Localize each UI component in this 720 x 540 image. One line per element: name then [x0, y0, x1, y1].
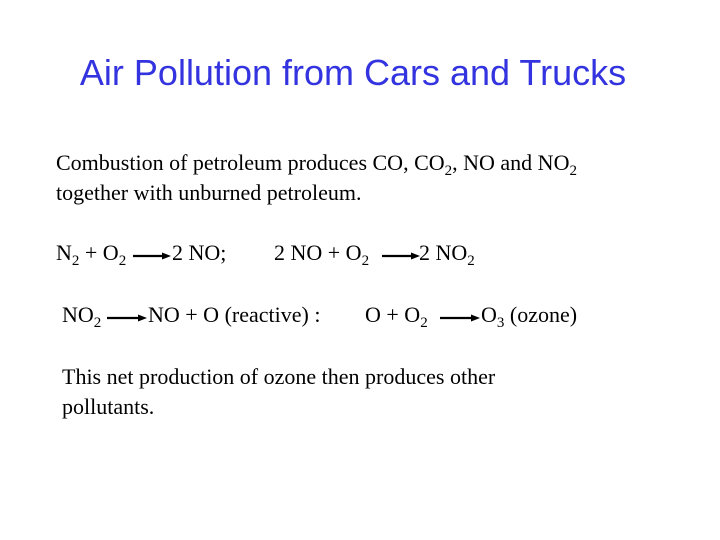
intro-line-2: together with unburned petroleum.	[56, 180, 362, 205]
slide-title: Air Pollution from Cars and Trucks	[79, 52, 627, 93]
intro-paragraph	[56, 148, 577, 208]
conclusion-line-1: This net production of ozone then produces other	[62, 364, 496, 389]
reaction-2-product: 2 $NO_2$	[419, 240, 475, 269]
intro-line-1: Combustion of petroleum produces CO, $CO_2$, NO and $NO_2$	[56, 150, 577, 179]
conclusion-line-2: pollutants.	[62, 394, 155, 419]
reaction-2-reactants: 2 NO + $O_2$	[274, 240, 370, 269]
reaction-1-product: 2 NO;	[172, 240, 227, 265]
reaction-3-reactant: $NO_2$	[62, 302, 102, 331]
reaction-4-arrow	[440, 313, 480, 323]
reaction-3-product: NO + O (reactive) :	[148, 302, 321, 327]
reaction-4-reactants: $O + O_2$	[365, 302, 428, 331]
reaction-3-arrow	[107, 313, 147, 323]
reaction-1-arrow	[133, 251, 171, 261]
conclusion-paragraph	[62, 362, 495, 422]
reaction-4-product: $O_3$ (ozone)	[481, 302, 578, 331]
reaction-2-arrow	[382, 251, 420, 261]
reaction-1-reactants: $N_2 + O_2$	[56, 240, 127, 269]
